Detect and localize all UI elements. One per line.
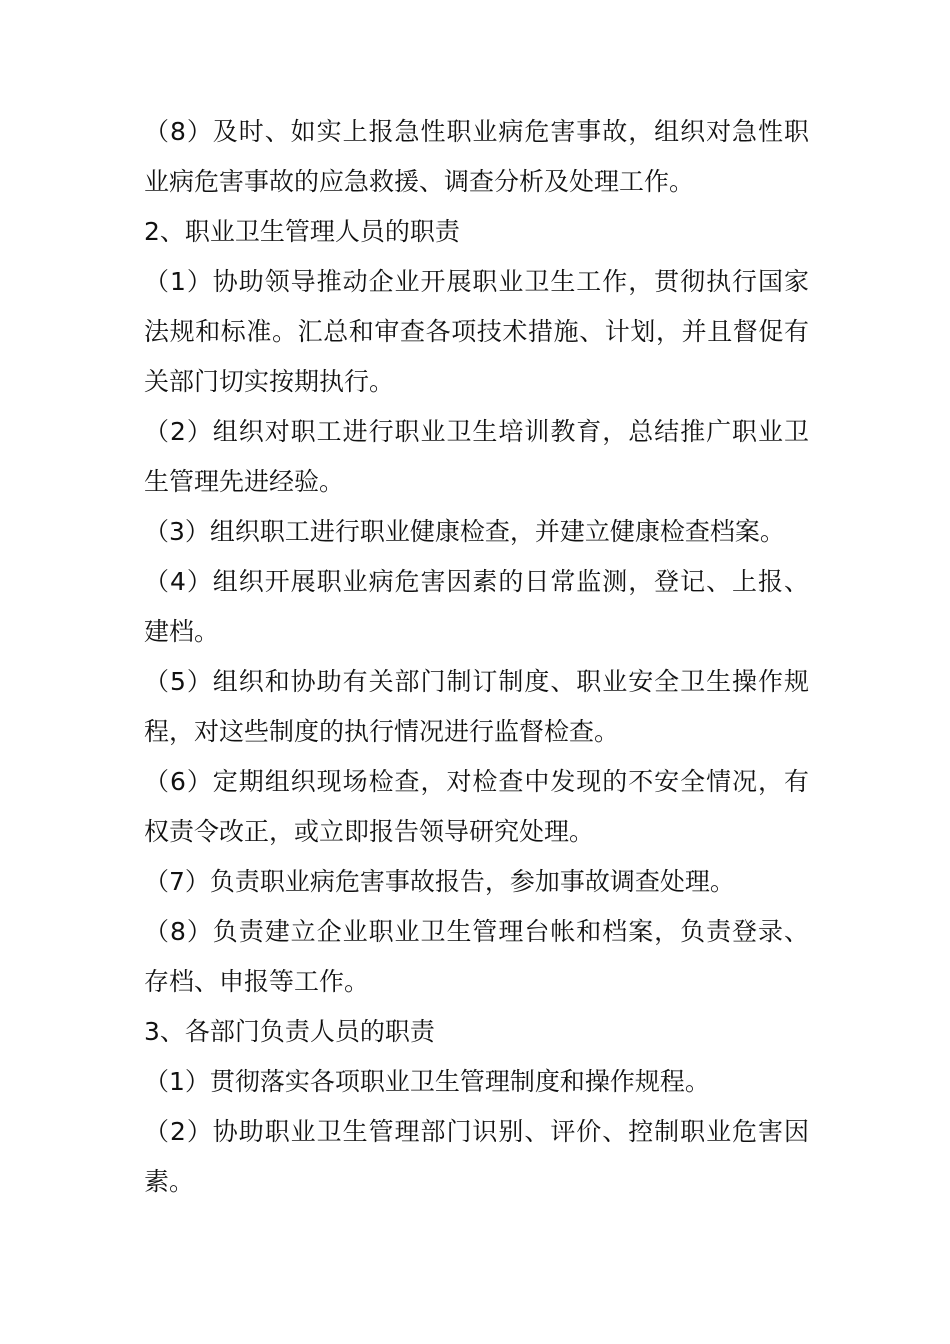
paragraph-item-5-regulations: （5）组织和协助有关部门制订制度、职业安全卫生操作规程，对这些制度的执行情况进行监督检查。 xyxy=(144,667,809,746)
paragraph-item-3-health-checks: （3）组织职工进行职业健康检查，并建立健康检查档案。 xyxy=(144,517,785,546)
paragraph-item-6-inspections: （6）定期组织现场检查，对检查中发现的不安全情况，有权责令改正，或立即报告领导研究处理。 xyxy=(144,767,809,846)
paragraph-item-8-emergency-report: （8）及时、如实上报急性职业病危害事故，组织对急性职业病危害事故的应急救援、调查分析及处理工作。 xyxy=(144,117,809,196)
paragraph-item-4-monitoring: （4）组织开展职业病危害因素的日常监测，登记、上报、建档。 xyxy=(144,567,809,646)
section-heading-hygiene-managers: 2、职业卫生管理人员的职责 xyxy=(144,217,460,246)
paragraph-item-1-implement-rules: （1）贯彻落实各项职业卫生管理制度和操作规程。 xyxy=(144,1067,710,1096)
document-body xyxy=(144,107,809,1207)
paragraph-item-2-training: （2）组织对职工进行职业卫生培训教育，总结推广职业卫生管理先进经验。 xyxy=(144,417,809,496)
paragraph-item-8-records: （8）负责建立企业职业卫生管理台帐和档案，负责登录、存档、申报等工作。 xyxy=(144,917,809,996)
paragraph-item-7-accident-report: （7）负责职业病危害事故报告，参加事故调查处理。 xyxy=(144,867,735,896)
paragraph-item-1-assist-leadership: （1）协助领导推动企业开展职业卫生工作，贯彻执行国家法规和标准。汇总和审查各项技术措施、计划，并且督促有关部门切实按期执行。 xyxy=(144,267,809,396)
paragraph-item-2-hazard-control: （2）协助职业卫生管理部门识别、评价、控制职业危害因素。 xyxy=(144,1117,809,1196)
section-heading-department-heads: 3、各部门负责人员的职责 xyxy=(144,1017,435,1046)
